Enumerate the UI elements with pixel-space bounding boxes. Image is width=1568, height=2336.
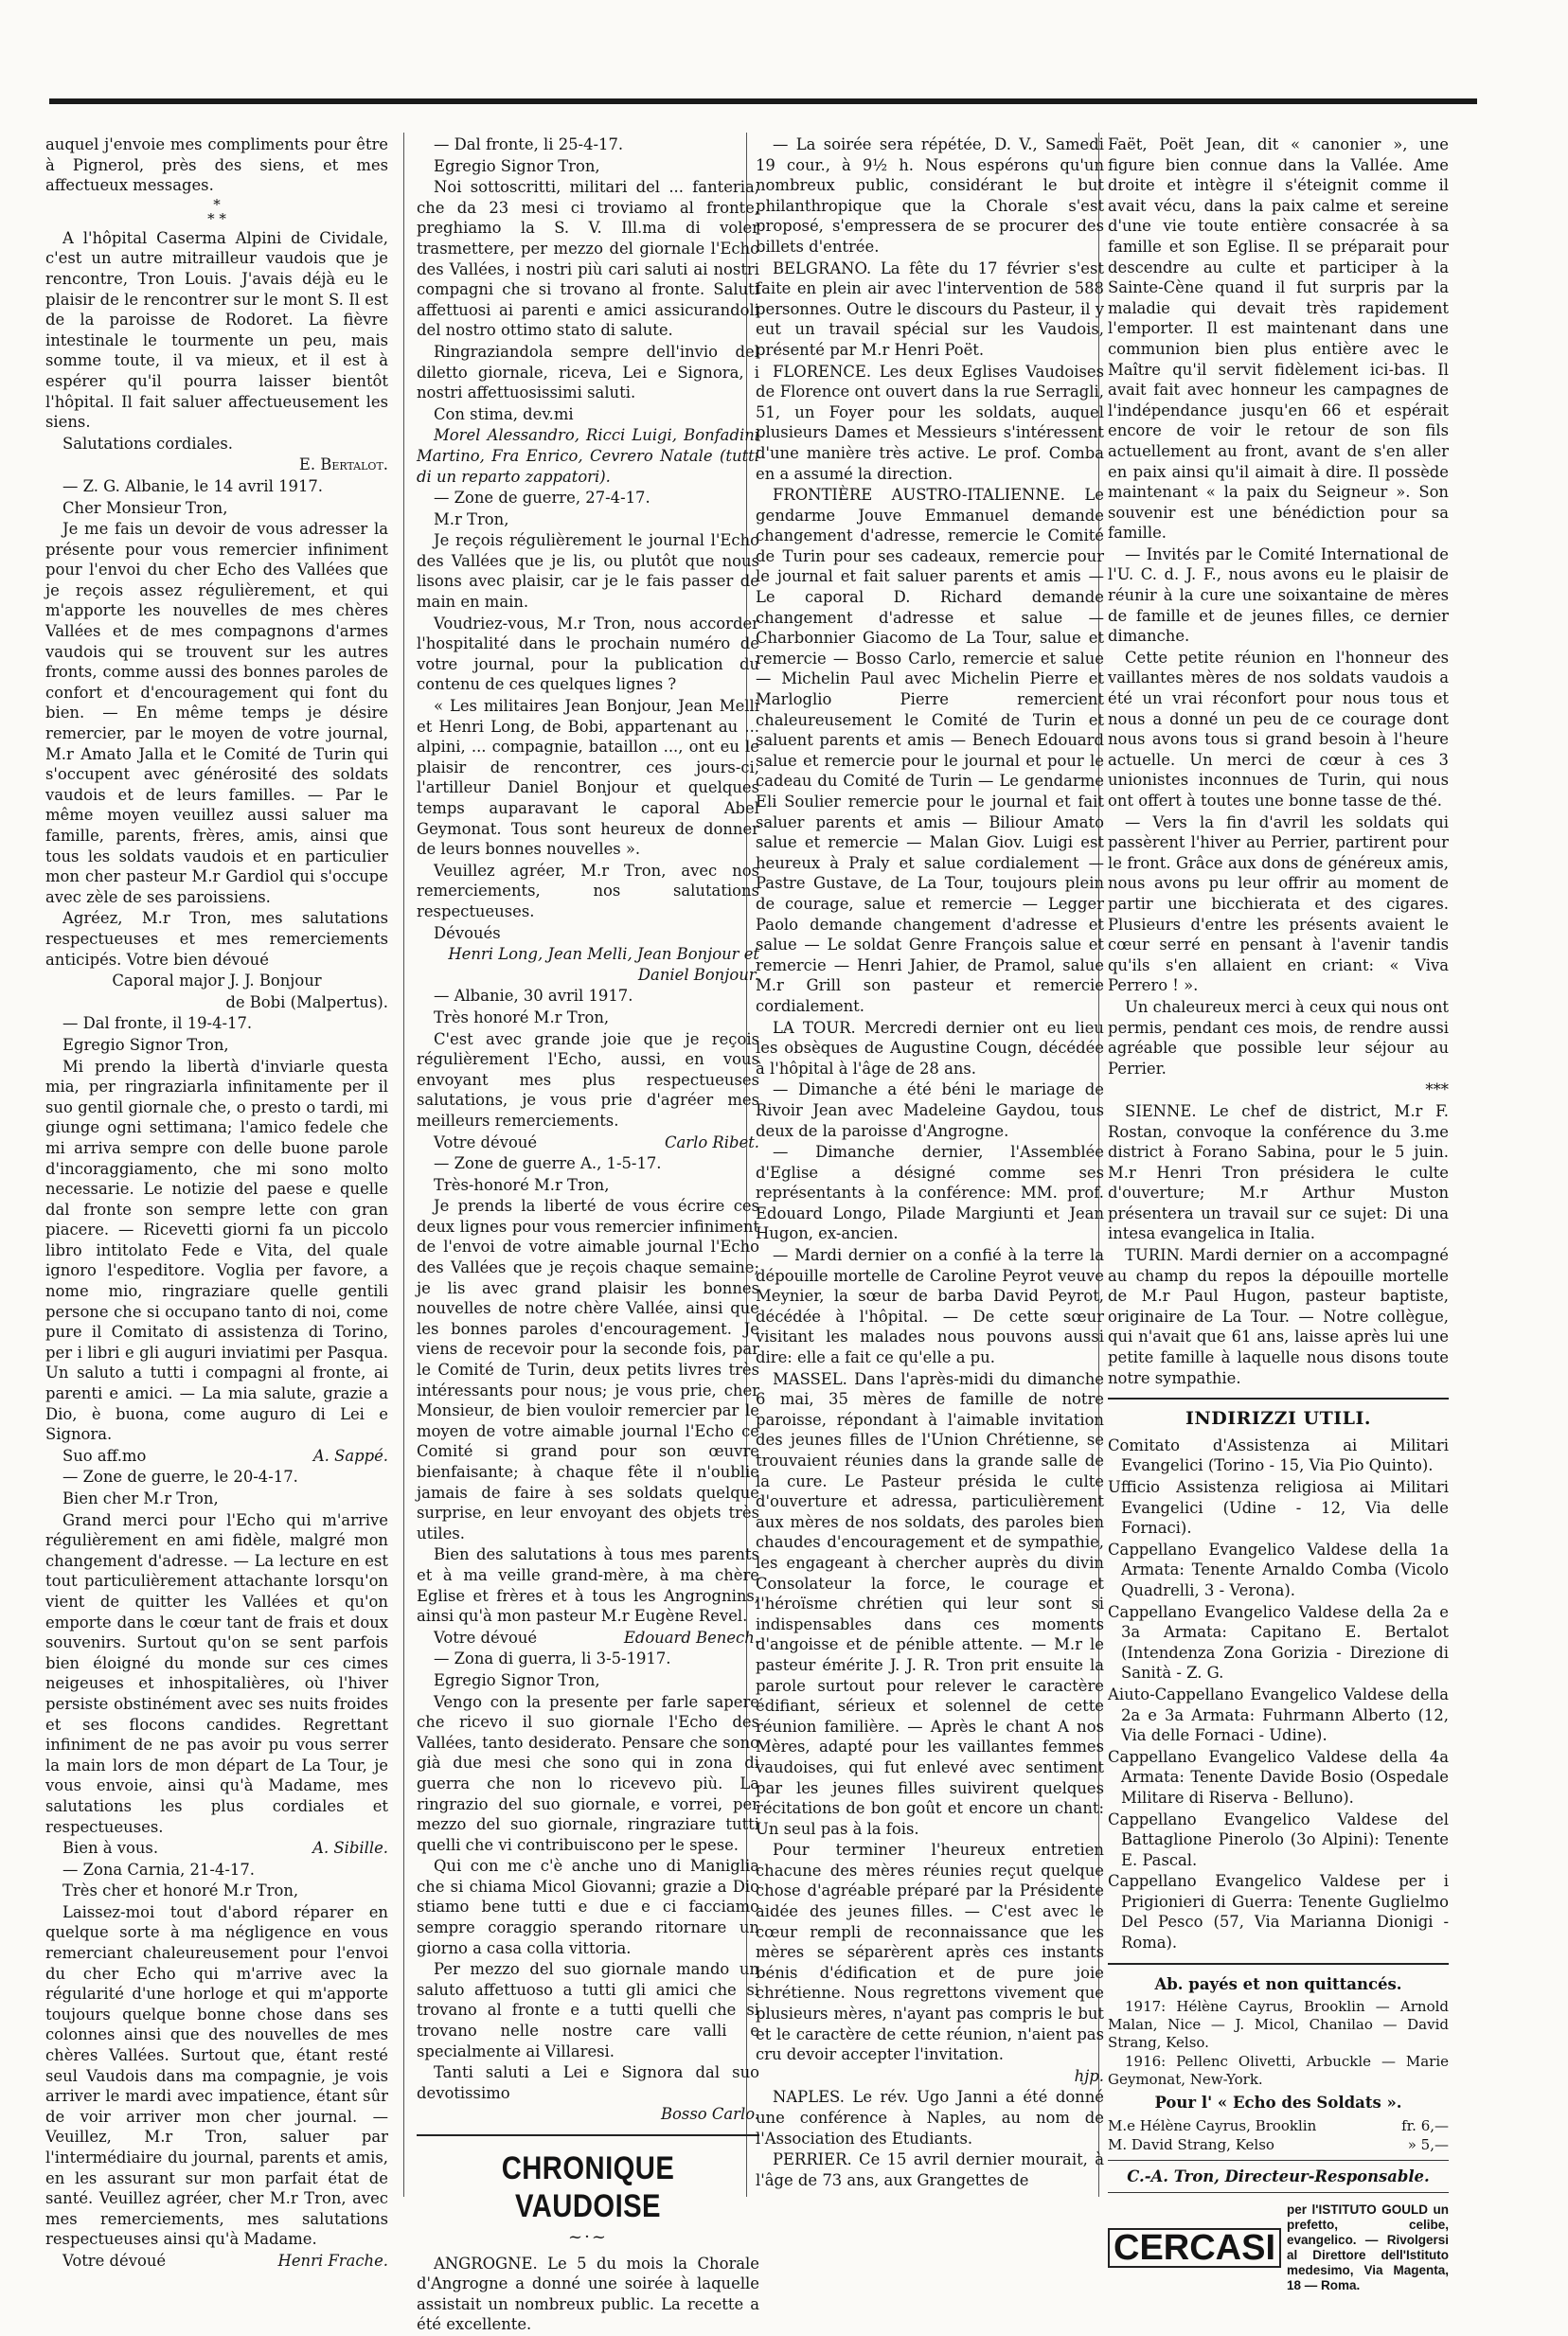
address-item: Aiuto-Cappellano Evangelico Valdese della 2a e 3a Armata: Fuhrmann Alberto (12, Via delle Fornaci - Udine). — [1108, 1685, 1449, 1745]
paragraph: — Dimanche dernier, l'Assemblée d'Eglise a désigné comme ses représentants à la conférence: MM. prof. Edouard Longo, Pilade Margiunti et Jean Hugon, ex-ancien. — [756, 1143, 1104, 1243]
paragraph: MASSEL. Dans l'après-midi du dimanche 6 mai, 35 mères de famille de notre paroisse, répondant à l'aimable invitation des jeunes filles de l'Union Chrétienne, se trouvaient réunies dans la grande salle de la cure. Le Pasteur présida le culte d'ouverture et adressa, particulièrement aux mères de nos soldats, des paroles bien chaudes d'encouragement et de sympathie, les engageant à chercher auprès du divin Consolateur la force, le courage et l'héroïsme chrétien qui leur sont si indispensables dans ces moments d'angoisse et de pénible attente. — M.r le pasteur émérite J. J. R. Tron prit ensuite la parole surtout pour relever le caractère édifiant, sérieux et solennel de cette réunion familière. — Après le chant A nos Mères, adapté pour les vaillantes femmes vaudoises, qui fut enlevé avec sentiment par les jeunes filles suivirent quelques récitations de bon goût et encore un chant: Un seul pas à la fois. — [756, 1369, 1104, 1838]
paragraph: Vengo con la presente per farle sapere che ricevo il suo giornale l'Echo des Vallées, tanto desiderato. Pensare che sono già due mesi che sono qui in zona di guerra che non lo ricevevo più. La ringrazio del suo giornale, e vorrei, per mezzo del suo giornale, ringraziare tutti quelli che vi contribuiscono per le spese. — [417, 1692, 759, 1854]
address-item: Comitato d'Assistenza ai Militari Evangelici (Torino - 15, Via Pio Quinto). — [1108, 1435, 1449, 1475]
paragraph: SIENNE. Le chef de district, M.r F. Rostan, convoque la conférence du 3.me district à Forano Sabina, pour le 5 juin. M.r Henri Tron présidera le culte d'ouverture; M.r Arthur Muston présentera un travail sur ce sujet: Di una intesa evangelica in Italia. — [1108, 1101, 1449, 1243]
letter-heading: — Z. G. Albanie, le 14 avril 1917. — [62, 476, 324, 495]
ad-headline: CERCASI — [1108, 2228, 1281, 2268]
paragraph: Salutations cordiales. — [62, 434, 233, 453]
address-list — [1108, 1435, 1449, 1953]
signature: de Bobi (Malpertus). — [225, 992, 388, 1011]
paragraph: LA TOUR. Mercredi dernier ont eu lieu les obsèques de Augustine Cougn, décédée à l'hôpital à l'âge de 28 ans. — [756, 1018, 1104, 1078]
salutation: Très cher et honoré M.r Tron, — [62, 1881, 299, 1900]
paragraph: — Invités par le Comité International de l'U. C. d. J. F., nous avons eu le plaisir de réunir à la cure une soixantaine de mères de famille et de jeunes filles, ce dernier dimanche. — [1108, 544, 1449, 646]
section-title: CHRONIQUE VAUDOISE — [501, 2150, 675, 2224]
classified-ad — [1108, 2202, 1449, 2293]
closing — [45, 1446, 388, 1467]
address-item: Cappellano Evangelico Valdese del Battaglione Pinerolo (3o Alpini): Tenente E. Pascal. — [1108, 1810, 1449, 1869]
letter-heading: — Zone de guerre, 27-4-17. — [434, 489, 650, 508]
asterism: * * * — [207, 195, 226, 227]
paragraph: TURIN. Mardi dernier on a accompagné au champ du repos la dépouille mortelle de M.r Paul Hugon, pasteur baptiste, originaire de La Tour. — Notre collègue, qui n'avait que 61 ans, laisse après lui une petite famille à laquelle nous disons toute notre sympathie. — [1108, 1246, 1449, 1387]
paragraph: Un chaleureux merci à ceux qui nous ont permis, pendant ces mois, de rendre aussi agréable que possible leur séjour au Perrier. — [1108, 997, 1449, 1078]
closing — [417, 1628, 759, 1649]
paragraph: PERRIER. Ce 15 avril dernier mourait, à l'âge de 73 ans, aux Grangettes de — [756, 2150, 1104, 2189]
paragraph: Je prends la liberté de vous écrire ces deux lignes pour vous remercier infiniment de l'envoi de votre aimable journal l'Echo des Vallées que je reçois chaque semaine; je lis avec grand plaisir les bonnes nouvelles de notre chère Vallée, ainsi que les bonnes paroles d'encouragement. Je viens de recevoir pour la seconde fois, par le Comité de Turin, deux petits livres très intéressants pour nous; je vous prie, cher Monsieur, de bien vouloir remercier par le moyen de votre aimable journal l'Echo ce Comité si grand pour son œuvre bienfaisante; à chaque fête il n'oublie jamais de faire à ses soldats quelque surprise, en leur envoyant des objets très utiles. — [417, 1197, 759, 1542]
address-item: Ufficio Assistenza religiosa ai Militari Evangelici (Udine - 12, Via delle Fornaci). — [1108, 1478, 1449, 1538]
section-rule — [1108, 1398, 1449, 1400]
paragraph: Qui con me c'è anche uno di Maniglia che si chiama Micol Giovanni; grazie a Dio stiamo bene tutti e due e ci facciamo sempre coraggio sperando ritornare un giorno a casa colla vittoria. — [417, 1857, 759, 1957]
paragraph: — La soirée sera répétée, D. V., Samedi 19 cour., à 9½ h. Nous espérons qu'un nombreux public, considérant le but philanthropique que la Chorale s'est proposé, s'empressera de se procurer des billets d'entrée. — [756, 135, 1104, 256]
signature: A. Sappé. — [312, 1446, 388, 1465]
closing-text: Votre dévoué — [62, 2251, 167, 2270]
column-1 — [45, 134, 388, 2273]
paragraph: Bien des salutations à tous mes parents et à ma veille grand-mère, à ma chère Eglise et frères et à tous les Angrognins, ainsi qu'à mon pasteur M.r Eugène Revel. — [417, 1545, 759, 1626]
paragraph: Laissez-moi tout d'abord réparer en quelque sorte à ma négligence en vous remerciant chaleureusement pour l'envoi du cher Echo qui m'arrive avec la régularité d'une horloge et qui m'apporte toujours quelque bonne chose dans ses colonnes ainsi que des nouvelles de mes chères Vallées. Surtout que, étant resté seul Vaudois dans ma compagnie, je vois arriver le mardi avec impatience, étant sûr de voir arriver mon cher journal. — Veuillez, M.r Tron, saluer par l'intermédiaire du journal, parents et amis, en les assurant sur mon parfait état de santé. Veuillez agréer, cher M.r Tron, avec mes remerciements, mes salutations respectueuses ainsi qu'à Madame. — [45, 1902, 388, 2249]
donor: M. David Strang, Kelso — [1108, 2135, 1274, 2153]
signature: Bosso Carlo. — [661, 2105, 759, 2124]
paragraph: ANGROGNE. Le 5 du mois la Chorale d'Angrogne a donné une soirée à laquelle assistait un nombreux public. La recette a été excellente. — [417, 2254, 759, 2334]
donor: M.e Hélène Cayrus, Brooklin — [1108, 2116, 1317, 2134]
letter-heading: — Albanie, 30 avril 1917. — [434, 987, 633, 1006]
closing-text: Votre dévoué — [434, 1628, 538, 1647]
paragraph: NAPLES. Le rév. Ugo Janni a été donné une conférence à Naples, au nom de l'Association des Etudiants. — [756, 2088, 1104, 2148]
column-2 — [417, 134, 759, 2336]
closing-text: Bien à vous. — [62, 1839, 159, 1858]
letter-heading: — Dal fronte, li 25-4-17. — [434, 135, 624, 153]
salutation: Très-honoré M.r Tron, — [434, 1175, 610, 1194]
paragraph: « Les militaires Jean Bonjour, Jean Melli et Henri Long, de Bobi, appartenant au ... alpini, ... compagnie, bataillon ..., ont eu le plaisir de rencontrer, ces jours-ci, l'artilleur Daniel Bonjour et quelques temps auparavant le caporal Abel Geymonat. Tous sont heureux de donner de leurs bonnes nouvelles ». — [417, 697, 759, 859]
signature: Morel Alessandro, Ricci Luigi, Bonfadini Martino, Fra Enrico, Cevrero Natale (tutti di un reparto zappatori). — [417, 426, 759, 486]
letter-heading: — Zona Carnia, 21-4-17. — [62, 1860, 255, 1879]
paragraph: Per mezzo del suo giornale mando un saluto affettuoso a tutti gli amici che si trovano al fronte e a tutti quelli che si trovano nelle nostre care valli e specialmente ai Villaresi. — [417, 1960, 759, 2060]
closing — [417, 1132, 759, 1153]
paragraph: Voudriez-vous, M.r Tron, nous accorder l'hospitalité dans le prochain numéro de votre journal, pour la publication du contenu de ces quelques lignes ? — [417, 614, 759, 694]
asterism: *** — [1425, 1080, 1449, 1099]
address-item: Cappellano Evangelico Valdese per i Prigionieri di Guerra: Tenente Guglielmo Del Pesco (57, Via Marianna Dionigi - Roma). — [1108, 1872, 1449, 1953]
salutation: Egregio Signor Tron, — [434, 1670, 600, 1689]
closing-text: Suo aff.mo — [62, 1446, 147, 1465]
amount: fr. 6,— — [1401, 2116, 1449, 2134]
closing-text: Votre dévoué — [434, 1132, 538, 1151]
address-item: Cappellano Evangelico Valdese della 4a Armata: Tenente Davide Bosio (Ospedale Militare di Riserva - Belluno). — [1108, 1747, 1449, 1807]
ornament: ~·~ — [568, 2227, 608, 2247]
section-rule — [417, 2134, 759, 2136]
section-rule — [1108, 1963, 1449, 1965]
paragraph: Veuillez agréer, M.r Tron, avec nos remerciements, nos salutations respectueuses. — [417, 861, 759, 920]
signature: Carlo Ribet. — [664, 1132, 759, 1151]
section-title: INDIRIZZI UTILI. — [1185, 1408, 1371, 1430]
header-rule — [49, 98, 1477, 104]
paragraph: — Dimanche a été béni le mariage de Rivoir Jean avec Madeleine Gaydou, tous deux de la paroisse d'Angrogne. — [756, 1080, 1104, 1140]
column-3 — [756, 134, 1104, 2191]
letter-heading: — Zona di guerra, li 3-5-1917. — [434, 1649, 671, 1668]
director-line: C.-A. Tron, Directeur-Responsable. — [1127, 2167, 1430, 2185]
salutation: M.r Tron, — [434, 509, 509, 528]
paragraph: Je reçois régulièrement le journal l'Echo des Vallées que je lis, ou plutôt que nous lisons avec plaisir, car je le fais passer de main en main. — [417, 531, 759, 612]
salutation: Bien cher M.r Tron, — [62, 1489, 219, 1507]
ad-text: per l'ISTITUTO GOULD un prefetto, celibe, evangelico. — Rivolgersi al Direttore dell'Istituto medesimo, Via Magenta, 18 — Roma. — [1287, 2202, 1449, 2293]
subscriptions-title: Ab. payés et non quittancés. — [1154, 1974, 1402, 1993]
closing-text: Dévoués — [434, 923, 501, 942]
paragraph: Tanti saluti a Lei e Signora dal suo devotissimo — [417, 2063, 759, 2102]
letter-heading: — Zone de guerre, le 20-4-17. — [62, 1468, 298, 1487]
amount: » 5,— — [1407, 2135, 1449, 2153]
paragraph: Ringraziandola sempre dell'invio del diletto giornale, riceva, Lei e Signora, i nostri affettuosissimi saluti. — [417, 342, 759, 402]
paragraph: — Vers la fin d'avril les soldats qui passèrent l'hiver au Perrier, partirent pour le front. Grâce aux dons de généreux amis, nous avons pu leur offrir au moment de partir une bicchierata et des cigares. Plusieurs d'entre les présents avaient le cœur serré en pensant à l'avenir tandis qu'ils s'en allaient en criant: « Viva Perrero ! ». — [1108, 812, 1449, 995]
echo-soldats-title: Pour l' « Echo des Soldats ». — [1154, 2094, 1402, 2113]
paragraph: Pour terminer l'heureux entretien chacune des mères réunies reçut quelque chose d'agréable préparé par la Présidente aidée des jeunes filles. — C'est avec le cœur rempli de reconnaissance que les mères se séparèrent après ces instants bénis d'édification et de pure joie chrétienne. Nous regrettons vivement que plusieurs mères, n'ayant pas compris le but et le caractère de cette réunion, n'aient pas cru devoir accepter l'invitation. — [756, 1841, 1104, 2064]
closing — [45, 1838, 388, 1859]
column-4 — [1108, 134, 1449, 2293]
paragraph: Grand merci pour l'Echo qui m'arrive régulièrement en ami fidèle, malgré mon changement d'adresse. — La lecture en est tout particulièrement attachante lorsqu'on vient de quitter les Vallées et qu'on emporte dans le cœur tant de frais et doux souvenirs. Surtout qu'on se sent parfois bien éloigné du monde sur ces cimes neigeuses et inhospitalières, où l'hiver persiste obstinément avec ses nuits froides et ses flocons candides. Regrettant infiniment de ne pas avoir pu vous serrer la main lors de mon départ de La Tour, je vous envoie, ainsi qu'à Madame, mes salutations les plus cordiales et respectueuses. — [45, 1510, 388, 1836]
salutation: Très honoré M.r Tron, — [434, 1008, 610, 1026]
subscriptions-1917: 1917: Hélène Cayrus, Brooklin — Arnold Malan, Nice — J. Micol, Chanilao — David Strang, Kelso. — [1108, 1998, 1449, 2052]
salutation: Egregio Signor Tron, — [434, 156, 600, 175]
paragraph: C'est avec grande joie que je reçois régulièrement l'Echo, aussi, en vous envoyant mes plus respectueuses salutations, je vous prie d'agréer mes meilleurs remerciements. — [417, 1029, 759, 1130]
signature: Henri Long, Jean Melli, Jean Bonjour et Daniel Bonjour. — [448, 945, 759, 984]
paragraph: Mi prendo la libertà d'inviarle questa mia, per ringraziarla infinitamente per il suo gentil giornale che, o presto o tardi, mi giunge ogni settimana; l'amico fedele che mi arriva sempre con delle buone parole d'incoraggiamento, che mi sono molto necessarie. Le notizie del paese e quelle dal fronte son sempre lette con gran piacere. — Ricevetti giorni fa un piccolo libro intitolato Fede e Vita, del quale ignoro l'espeditore. Voglia per favore, a nome mio, ringraziare quelle gentili persone che si occupano tanto di noi, come pure il Comitato di assistenza di Torino, per i libri e gli auguri inviatimi per Pasqua. Un saluto a tutti i compagni al fronte, ai parenti e amici. — La mia salute, grazie a Dio, è buona, come auguro di Lei e Signora. — [45, 1057, 388, 1444]
divider — [1108, 2192, 1449, 2193]
signature: Henri Frache. — [277, 2251, 388, 2270]
signature: A. Sibille. — [312, 1839, 388, 1858]
paragraph: — Mardi dernier on a confié à la terre la dépouille mortelle de Caroline Peyrot veuve Meynier, la sœur de barba David Peyrot, décédée à l'hôpital. — De cette sœur visitant les malades nous pouvons aussi dire: elle a fait ce qu'elle a pu. — [756, 1246, 1104, 1367]
address-item: Cappellano Evangelico Valdese della 2a e 3a Armata: Capitano E. Bertalot (Intendenza Zona Gorizia - Direzione di Sanità - Z. G. — [1108, 1602, 1449, 1683]
closing-text: Con stima, dev.mi — [434, 404, 574, 423]
signature: E. Bertalot. — [298, 455, 388, 474]
salutation: Egregio Signor Tron, — [62, 1035, 229, 1054]
address-item: Cappellano Evangelico Valdese della 1a Armata: Tenente Arnaldo Comba (Vicolo Quadrelli, 3 - Verona). — [1108, 1540, 1449, 1599]
paragraph: Faët, Poët Jean, dit « canonier », une figure bien connue dans la Vallée. Ame droite et intègre il s'éteignit comme il avait vécu, dans la paix calme et sereine d'une vie toute entière consacrée à sa famille et son Eglise. Il se préparait pour descendre au culte et participer à la Sainte-Cène quand il fut surpris par la maladie qui devait très rapidement l'emporter. Il est maintenant dans une communion bien plus entière avec le Maître qu'il servit fidèlement ici-bas. Il avait fait avec honneur les campagnes de l'indépendance jusqu'en 66 et espérait encore de voir le retour de son fils actuellement au front, avant de s'en aller en paix ainsi qu'il aimait à dire. Il possède maintenant « la paix du Seigneur ». Son souvenir est une bénédiction pour sa famille. — [1108, 135, 1449, 543]
paragraph: FRONTIÈRE AUSTRO-ITALIENNE. Le gendarme Jouve Emmanuel demande changement d'adresse, remercie le Comité de Turin pour ses cadeaux, remercie pour le journal et fait saluer parents et amis — Le caporal D. Richard demande changement d'adresse et salue — Charbonnier Giacomo de La Tour, salue et remercie — Bosso Carlo, remercie et salue — Michelin Paul avec Michelin Pierre et Marloglio Pierre remercient chaleureusement le Comité de Turin et saluent parents et amis — Benech Edouard salue et remercie pour le journal et pour le cadeau du Comité de Turin — Le gendarme Eli Soulier remercie pour le journal et fait saluer parents et amis — Biliour Amato salue et remercie — Malan Giov. Luigi est heureux à Praly et salue cordialement — Pastre Gustave, de La Tour, toujours plein de courage, salue et remercie — Legger Paolo demande changement d'adresse et salue — Le soldat Genre François salue et remercie — Henri Jahier, de Pramol, salue M.r Grill son pasteur et remercie cordialement. — [756, 486, 1104, 1015]
paragraph: Cette petite réunion en l'honneur des vaillantes mères de nos soldats vaudois a été un vrai réconfort pour nous tous et nous a donné un peu de ce courage dont nous avons tous si grand besoin à l'heure actuelle. Un merci de cœur à ces 3 unionistes inconnues de Turin, qui nous ont offert à toutes une bonne tasse de thé. — [1108, 648, 1449, 810]
signature: hjp. — [1074, 2066, 1104, 2085]
paragraph: Noi sottoscritti, militari del ... fanteria, che da 23 mesi ci troviamo al fronte, preghiamo la S. V. Ill.ma di voler trasmettere, per mezzo del giornale l'Echo des Vallées, i nostri più cari saluti ai nostri compagni che si trovano al fronte. Saluti affettuosi ai parenti e amici assicurandoli del nostro ottimo stato di salute. — [417, 178, 759, 340]
donation-row — [1108, 2117, 1449, 2135]
salutation: Cher Monsieur Tron, — [62, 498, 228, 517]
divider — [1108, 2160, 1449, 2161]
paragraph: FLORENCE. Les deux Eglises Vaudoises de Florence ont ouvert dans la rue Serragli, 51, un Foyer pour les soldats, auquel plusieurs Dames et Messieurs s'intéressent d'une manière très active. Le prof. Comba en a assumé la direction. — [756, 362, 1104, 483]
signature: Caporal major J. J. Bonjour — [112, 972, 322, 990]
paragraph: Agréez, M.r Tron, mes salutations respectueuses et mes remerciements anticipés. Votre bien dévoué — [45, 909, 388, 969]
signature: Edouard Benech. — [623, 1628, 759, 1647]
paragraph: auquel j'envoie mes compliments pour être à Pignerol, près des siens, et mes affectueux messages. — [45, 135, 388, 195]
letter-heading: — Zone de guerre A., 1-5-17. — [434, 1154, 662, 1173]
letter-heading: — Dal fronte, il 19-4-17. — [62, 1014, 253, 1033]
closing — [45, 2251, 388, 2272]
donation-row — [1108, 2136, 1449, 2154]
paragraph: A l'hôpital Caserma Alpini de Cividale, c'est un autre mitrailleur vaudois que je rencontre, Tron Louis. J'avais déjà eu le plaisir de le rencontrer sur le mont S. Il est de la paroisse de Rodoret. La fièvre intestinale le tourmente un peu, mais somme toute, il va mieux, et il est à espérer qu'il pourra laisser bientôt l'hôpital. Il fait saluer affectueusement les siens. — [45, 228, 388, 432]
column-divider — [403, 133, 404, 2197]
paragraph: Je me fais un devoir de vous adresser la présente pour vous remercier infiniment pour l'envoi du cher Echo des Vallées que je reçois assez régulièrement, et qui m'apporte les nouvelles de mes chères Vallées et de mes compagnons d'armes vaudois qui se trouvent sur les autres fronts, comme aussi des bonnes paroles de confort et d'encouragement qui font du bien. — En même temps je désire remercier, par le moyen de votre journal, M.r Amato Jalla et le Comité de Turin qui s'occupent avec générosité des soldats vaudois et de leurs familles. — Par le même moyen veuillez aussi saluer ma famille, parents, frères, amis, ainsi que tous les soldats vaudois et en particulier mon cher pasteur M.r Gardiol qui s'occupe avec zèle de ses paroissiens. — [45, 520, 388, 906]
subscriptions-1916: 1916: Pellenc Olivetti, Arbuckle — Marie Geymonat, New-York. — [1108, 2053, 1449, 2089]
paragraph: BELGRANO. La fête du 17 février s'est faite en plein air avec l'intervention de 588 personnes. Outre le discours du Pasteur, il y eut un travail spécial sur les Vaudois, présenté par M.r Henri Poët. — [756, 259, 1104, 359]
